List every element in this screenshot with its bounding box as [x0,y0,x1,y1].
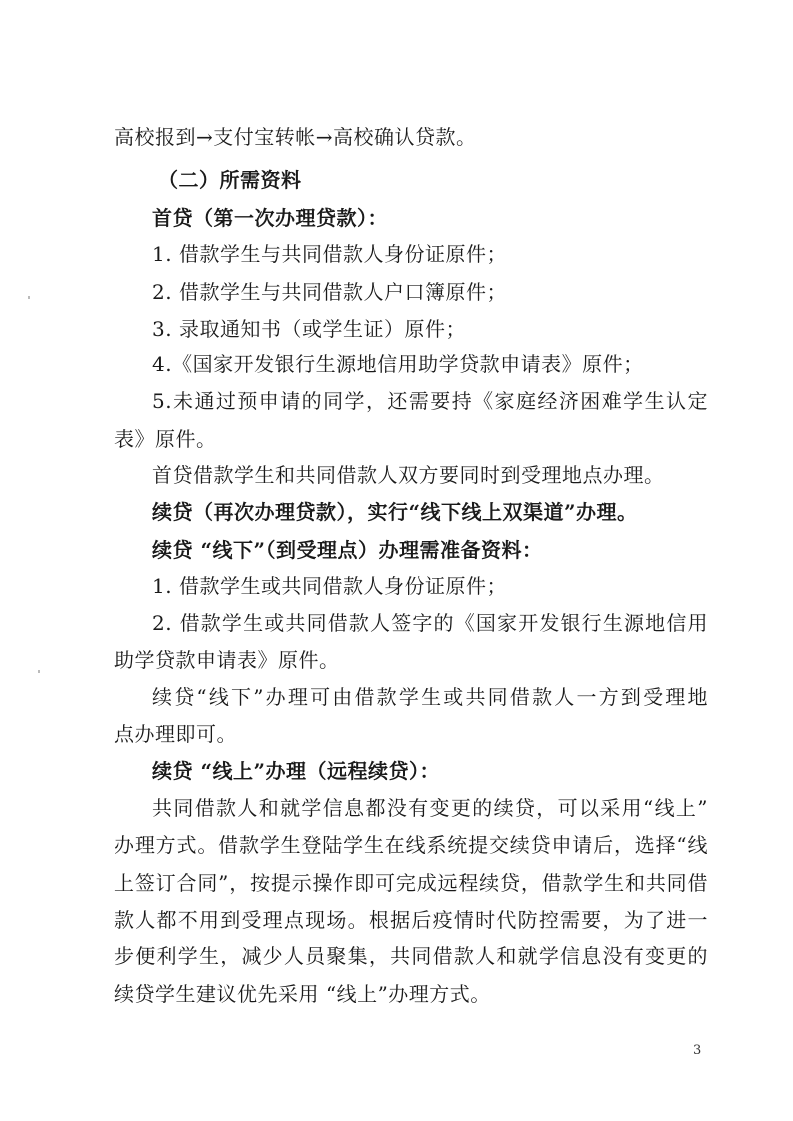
text-line-1: 高校报到→支付宝转帐→高校确认贷款。 [114,125,477,149]
subheading-offline: 续贷 “线下”（到受理点）办理需准备资料： [152,538,543,562]
subheading-first-loan: 首贷（第一次办理贷款）： [152,206,388,230]
online-para-line-3: 上签订合同”，按提示操作即可完成远程续贷，借款学生和共同借 [114,871,708,895]
page-number: 3 [693,1043,702,1058]
list-item-3: 3. 录取通知书（或学生证）原件； [152,317,466,341]
online-para-line-5: 步便利学生，减少人员聚集，共同借款人和就学信息没有变更的 [114,944,708,968]
scan-speck [28,296,30,299]
offline-item-2-cont: 助学贷款申请表》原件。 [114,648,340,672]
subheading-online: 续贷 “线上”办理（远程续贷）： [152,759,440,783]
list-item-5: 5.未通过预申请的同学，还需要持《家庭经济困难学生认定 [152,389,708,413]
text-offline-note-cont: 点办理即可。 [114,722,237,746]
scan-speck [38,670,40,673]
subheading-renewal: 续贷（再次办理贷款），实行“线下线上双渠道”办理。 [152,500,638,524]
list-item-4: 4.《国家开发银行生源地信用助学贷款申请表》原件； [152,352,644,376]
offline-item-1: 1. 借款学生或共同借款人身份证原件； [152,574,507,598]
list-item-1: 1. 借款学生与共同借款人身份证原件； [152,242,507,266]
offline-item-2: 2. 借款学生或共同借款人签字的《国家开发银行生源地信用 [152,611,708,635]
online-para-line-2: 办理方式。借款学生登陆学生在线系统提交续贷申请后，选择“线 [114,833,708,857]
text-offline-note: 续贷“线下”办理可由借款学生或共同借款人一方到受理地 [152,685,708,709]
section-heading-materials: （二）所需资料 [158,168,302,192]
list-item-5-cont: 表》原件。 [114,427,217,451]
text-first-loan-note: 首贷借款学生和共同借款人双方要同时到受理地点办理。 [152,463,665,487]
online-para-line-6: 续贷学生建议优先采用 “线上”办理方式。 [114,982,491,1006]
online-para-line-4: 款人都不用到受理点现场。根据后疫情时代防控需要，为了进一 [114,908,708,932]
online-para-line-1: 共同借款人和就学信息都没有变更的续贷，可以采用“线上” [152,796,708,820]
list-item-2: 2. 借款学生与共同借款人户口簿原件； [152,280,507,304]
